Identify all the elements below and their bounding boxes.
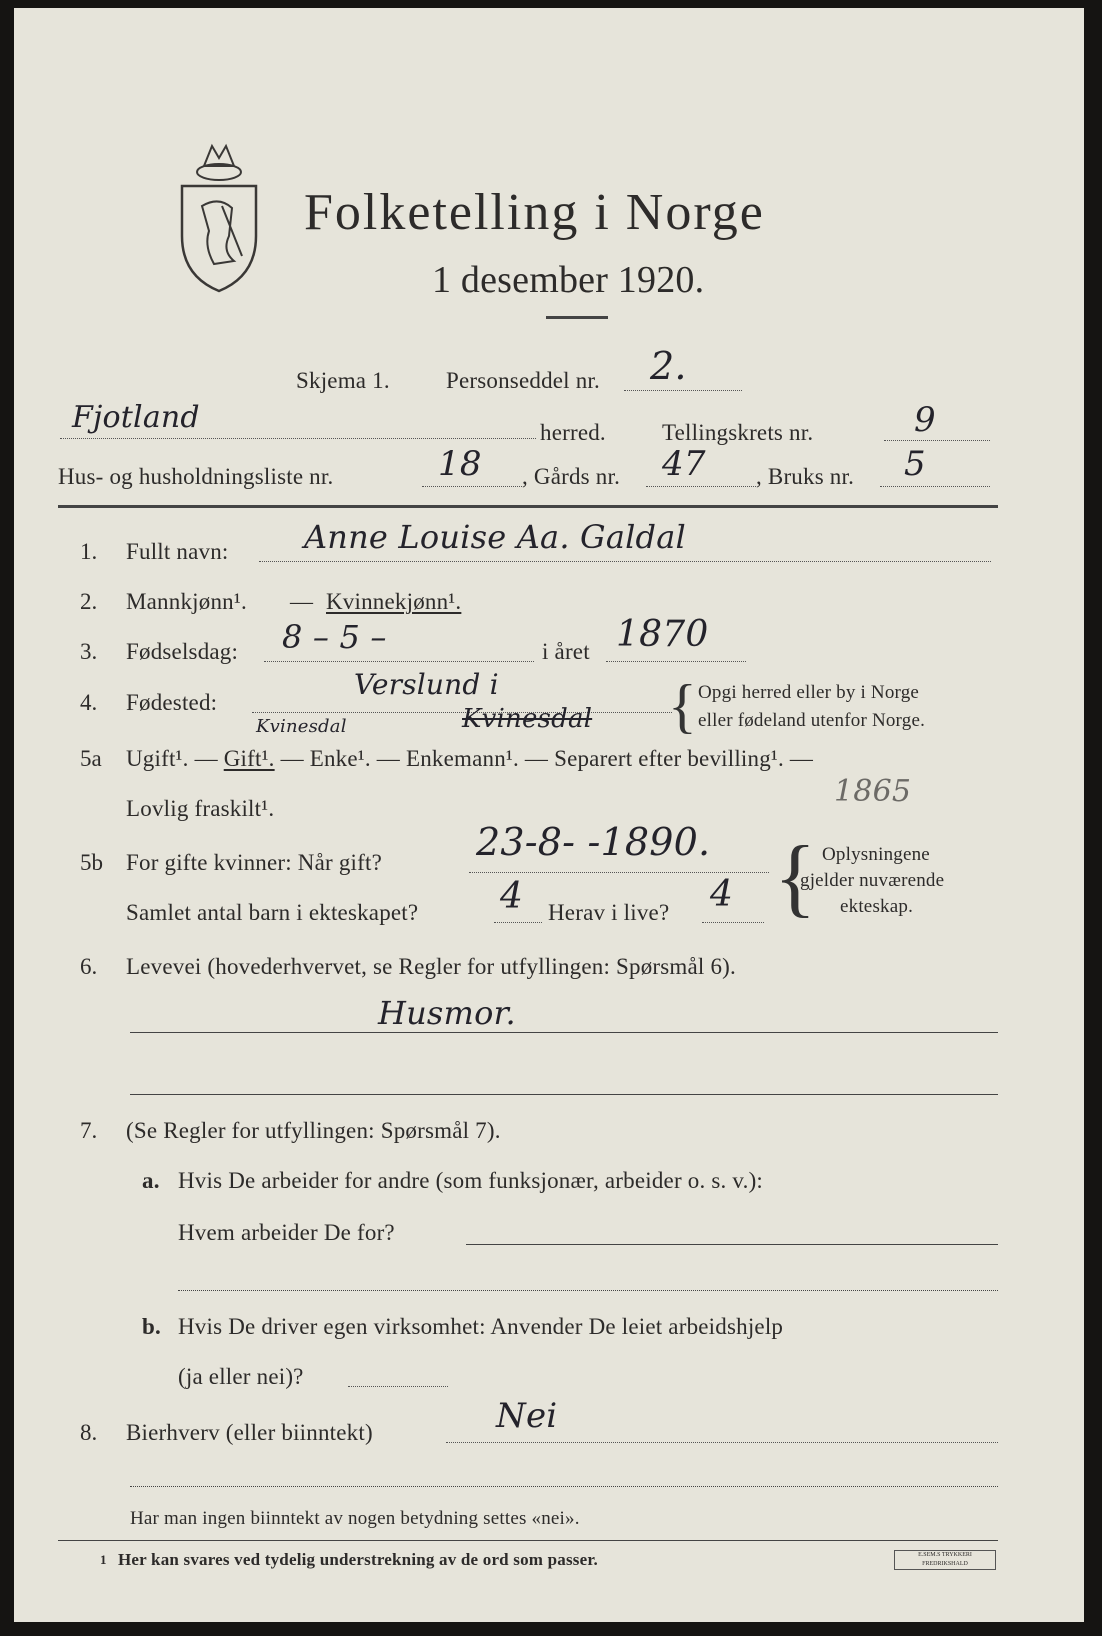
q7a-text: Hvis De arbeider for andre (som funksjonær, arbeider o. s. v.): xyxy=(178,1168,764,1193)
header-divider xyxy=(58,505,998,508)
personseddel-label: Personseddel nr. xyxy=(446,368,600,393)
children-field[interactable] xyxy=(494,922,542,923)
birthplace-value-3: Kvinesdal xyxy=(462,704,593,734)
q8-label: Bierhverv (eller biinntekt) xyxy=(126,1420,373,1445)
q2-female-underlined: Kvinnekjønn¹. xyxy=(326,589,462,614)
q7a-letter: a. xyxy=(142,1168,160,1193)
census-form-sheet xyxy=(14,8,1084,1622)
printer-stamp-text: E.SEM.S TRYKKERI FREDRIKSHALD xyxy=(918,1552,972,1567)
fraskilt-option[interactable]: Lovlig fraskilt¹. xyxy=(126,796,275,821)
q5a-sep-2: — xyxy=(280,746,304,771)
footer-note: Har man ingen biinntekt av nogen betydning settes «nei». xyxy=(130,1508,580,1529)
hus-value: 18 xyxy=(438,444,482,484)
side-income-value: Nei xyxy=(496,1396,558,1436)
alive-field[interactable] xyxy=(702,922,764,923)
title-divider xyxy=(546,316,608,319)
coat-of-arms-icon xyxy=(174,136,264,296)
form-title: Folketelling i Norge xyxy=(304,184,765,241)
bruks-label: , Bruks nr. xyxy=(756,464,855,489)
side-income-field[interactable] xyxy=(446,1442,998,1443)
q7b-question: (ja eller nei)? xyxy=(178,1364,304,1389)
q3-label: Fødselsdag: xyxy=(126,639,239,664)
q5a-sep-5: — xyxy=(789,746,814,771)
q4-label: Fødested: xyxy=(126,690,218,715)
occupation-field-2[interactable] xyxy=(130,1094,998,1095)
full-name-value: Anne Louise Aa. Galdal xyxy=(304,518,686,556)
q4-brace: { xyxy=(668,673,697,739)
enke-option[interactable]: Enke¹. xyxy=(309,746,371,771)
bruks-field[interactable] xyxy=(880,486,990,487)
census-date: 1 desember 1920. xyxy=(432,259,705,301)
q5a-number: 5a xyxy=(80,746,102,771)
q6-label: Levevei (hovederhvervet, se Regler for utfyllingen: Spørsmål 6). xyxy=(126,954,736,979)
q5b-number: 5b xyxy=(80,850,103,875)
marriage-date-value: 23-8- -1890. xyxy=(476,820,711,864)
q4-number: 4. xyxy=(80,690,98,715)
occupation-field[interactable] xyxy=(130,1032,998,1033)
herred-field[interactable] xyxy=(60,438,536,439)
q7b-letter: b. xyxy=(142,1314,161,1339)
alive-label: Herav i live? xyxy=(548,900,670,925)
gift-option[interactable]: Gift¹. xyxy=(223,746,275,771)
q5a-sep-3: — xyxy=(376,746,400,771)
footer-divider xyxy=(58,1540,998,1541)
personseddel-field[interactable] xyxy=(624,390,742,391)
separert-option[interactable]: Separert efter bevilling¹. xyxy=(554,746,784,771)
marriage-date-field[interactable] xyxy=(469,872,769,873)
herred-value: Fjotland xyxy=(72,400,200,435)
q1-label: Fullt navn: xyxy=(126,539,229,564)
herred-label: herred. xyxy=(540,420,606,445)
q7-number: 7. xyxy=(80,1118,98,1143)
tellingskrets-label: Tellingskrets nr. xyxy=(662,420,814,445)
tellingskrets-field[interactable] xyxy=(884,440,990,441)
occupation-value: Husmor. xyxy=(378,994,516,1032)
employer-field[interactable] xyxy=(466,1244,998,1245)
personseddel-value: 2. xyxy=(650,344,687,388)
employer-field-2[interactable] xyxy=(178,1290,998,1291)
footnote-text: Her kan svares ved tydelig understrekning av de ord som passer. xyxy=(118,1550,598,1569)
q3-number: 3. xyxy=(80,639,98,664)
q5b-note-1: Oplysningene xyxy=(822,844,930,865)
gards-field[interactable] xyxy=(646,486,756,487)
birth-year-value: 1870 xyxy=(616,614,709,655)
printer-stamp xyxy=(894,1550,996,1570)
birth-year-field[interactable] xyxy=(606,661,746,662)
year-label: i året xyxy=(542,639,590,664)
tellingskrets-value: 9 xyxy=(914,400,936,440)
hus-field[interactable] xyxy=(422,486,522,487)
ugift-option[interactable]: Ugift¹. xyxy=(126,746,189,771)
gards-value: 47 xyxy=(662,444,706,484)
alive-value: 4 xyxy=(710,874,734,915)
children-value: 4 xyxy=(500,876,524,917)
hus-label: Hus- og husholdningsliste nr. xyxy=(58,464,334,489)
q2-dash: — xyxy=(290,589,314,614)
gards-label: , Gårds nr. xyxy=(522,464,621,489)
q4-note-1: Opgi herred eller by i Norge xyxy=(698,682,920,703)
birthplace-value: Verslund i xyxy=(354,668,499,701)
q5a-options xyxy=(126,746,813,772)
bruks-value: 5 xyxy=(904,444,926,484)
skjema-label: Skjema 1. xyxy=(296,368,390,393)
q5b-label: For gifte kvinner: Når gift? xyxy=(126,850,382,875)
q5a-sep-1: — xyxy=(194,746,218,771)
birthplace-value-2: Kvinesdal xyxy=(256,716,347,737)
q7b-text: Hvis De driver egen virksomhet: Anvender De leiet arbeidshjelp xyxy=(178,1314,784,1339)
children-label: Samlet antal barn i ekteskapet? xyxy=(126,900,419,925)
enkemann-option[interactable]: Enkemann¹. xyxy=(405,746,519,771)
q4-note-2: eller fødeland utenfor Norge. xyxy=(698,710,926,731)
q2-female xyxy=(326,589,461,615)
hired-help-field[interactable] xyxy=(348,1386,448,1387)
side-income-field-2[interactable] xyxy=(130,1486,998,1487)
q2-male: Mannkjønn¹. xyxy=(126,589,247,614)
q1-number: 1. xyxy=(80,539,98,564)
birthday-value: 8 – 5 – xyxy=(282,618,387,656)
q2-number: 2. xyxy=(80,589,98,614)
q5b-note-3: ekteskap. xyxy=(840,896,914,917)
margin-note: 1865 xyxy=(834,774,912,809)
q5a-sep-4: — xyxy=(524,746,549,771)
q7-label: (Se Regler for utfyllingen: Spørsmål 7). xyxy=(126,1118,501,1143)
q5b-brace: { xyxy=(774,829,817,926)
q7a-question: Hvem arbeider De for? xyxy=(178,1220,395,1245)
birthday-field[interactable] xyxy=(264,661,534,662)
q8-number: 8. xyxy=(80,1420,98,1445)
q6-number: 6. xyxy=(80,954,98,979)
footnote-mark: 1 xyxy=(100,1552,107,1567)
q5b-note-2: gjelder nuværende xyxy=(800,870,945,891)
full-name-field[interactable] xyxy=(259,561,991,562)
